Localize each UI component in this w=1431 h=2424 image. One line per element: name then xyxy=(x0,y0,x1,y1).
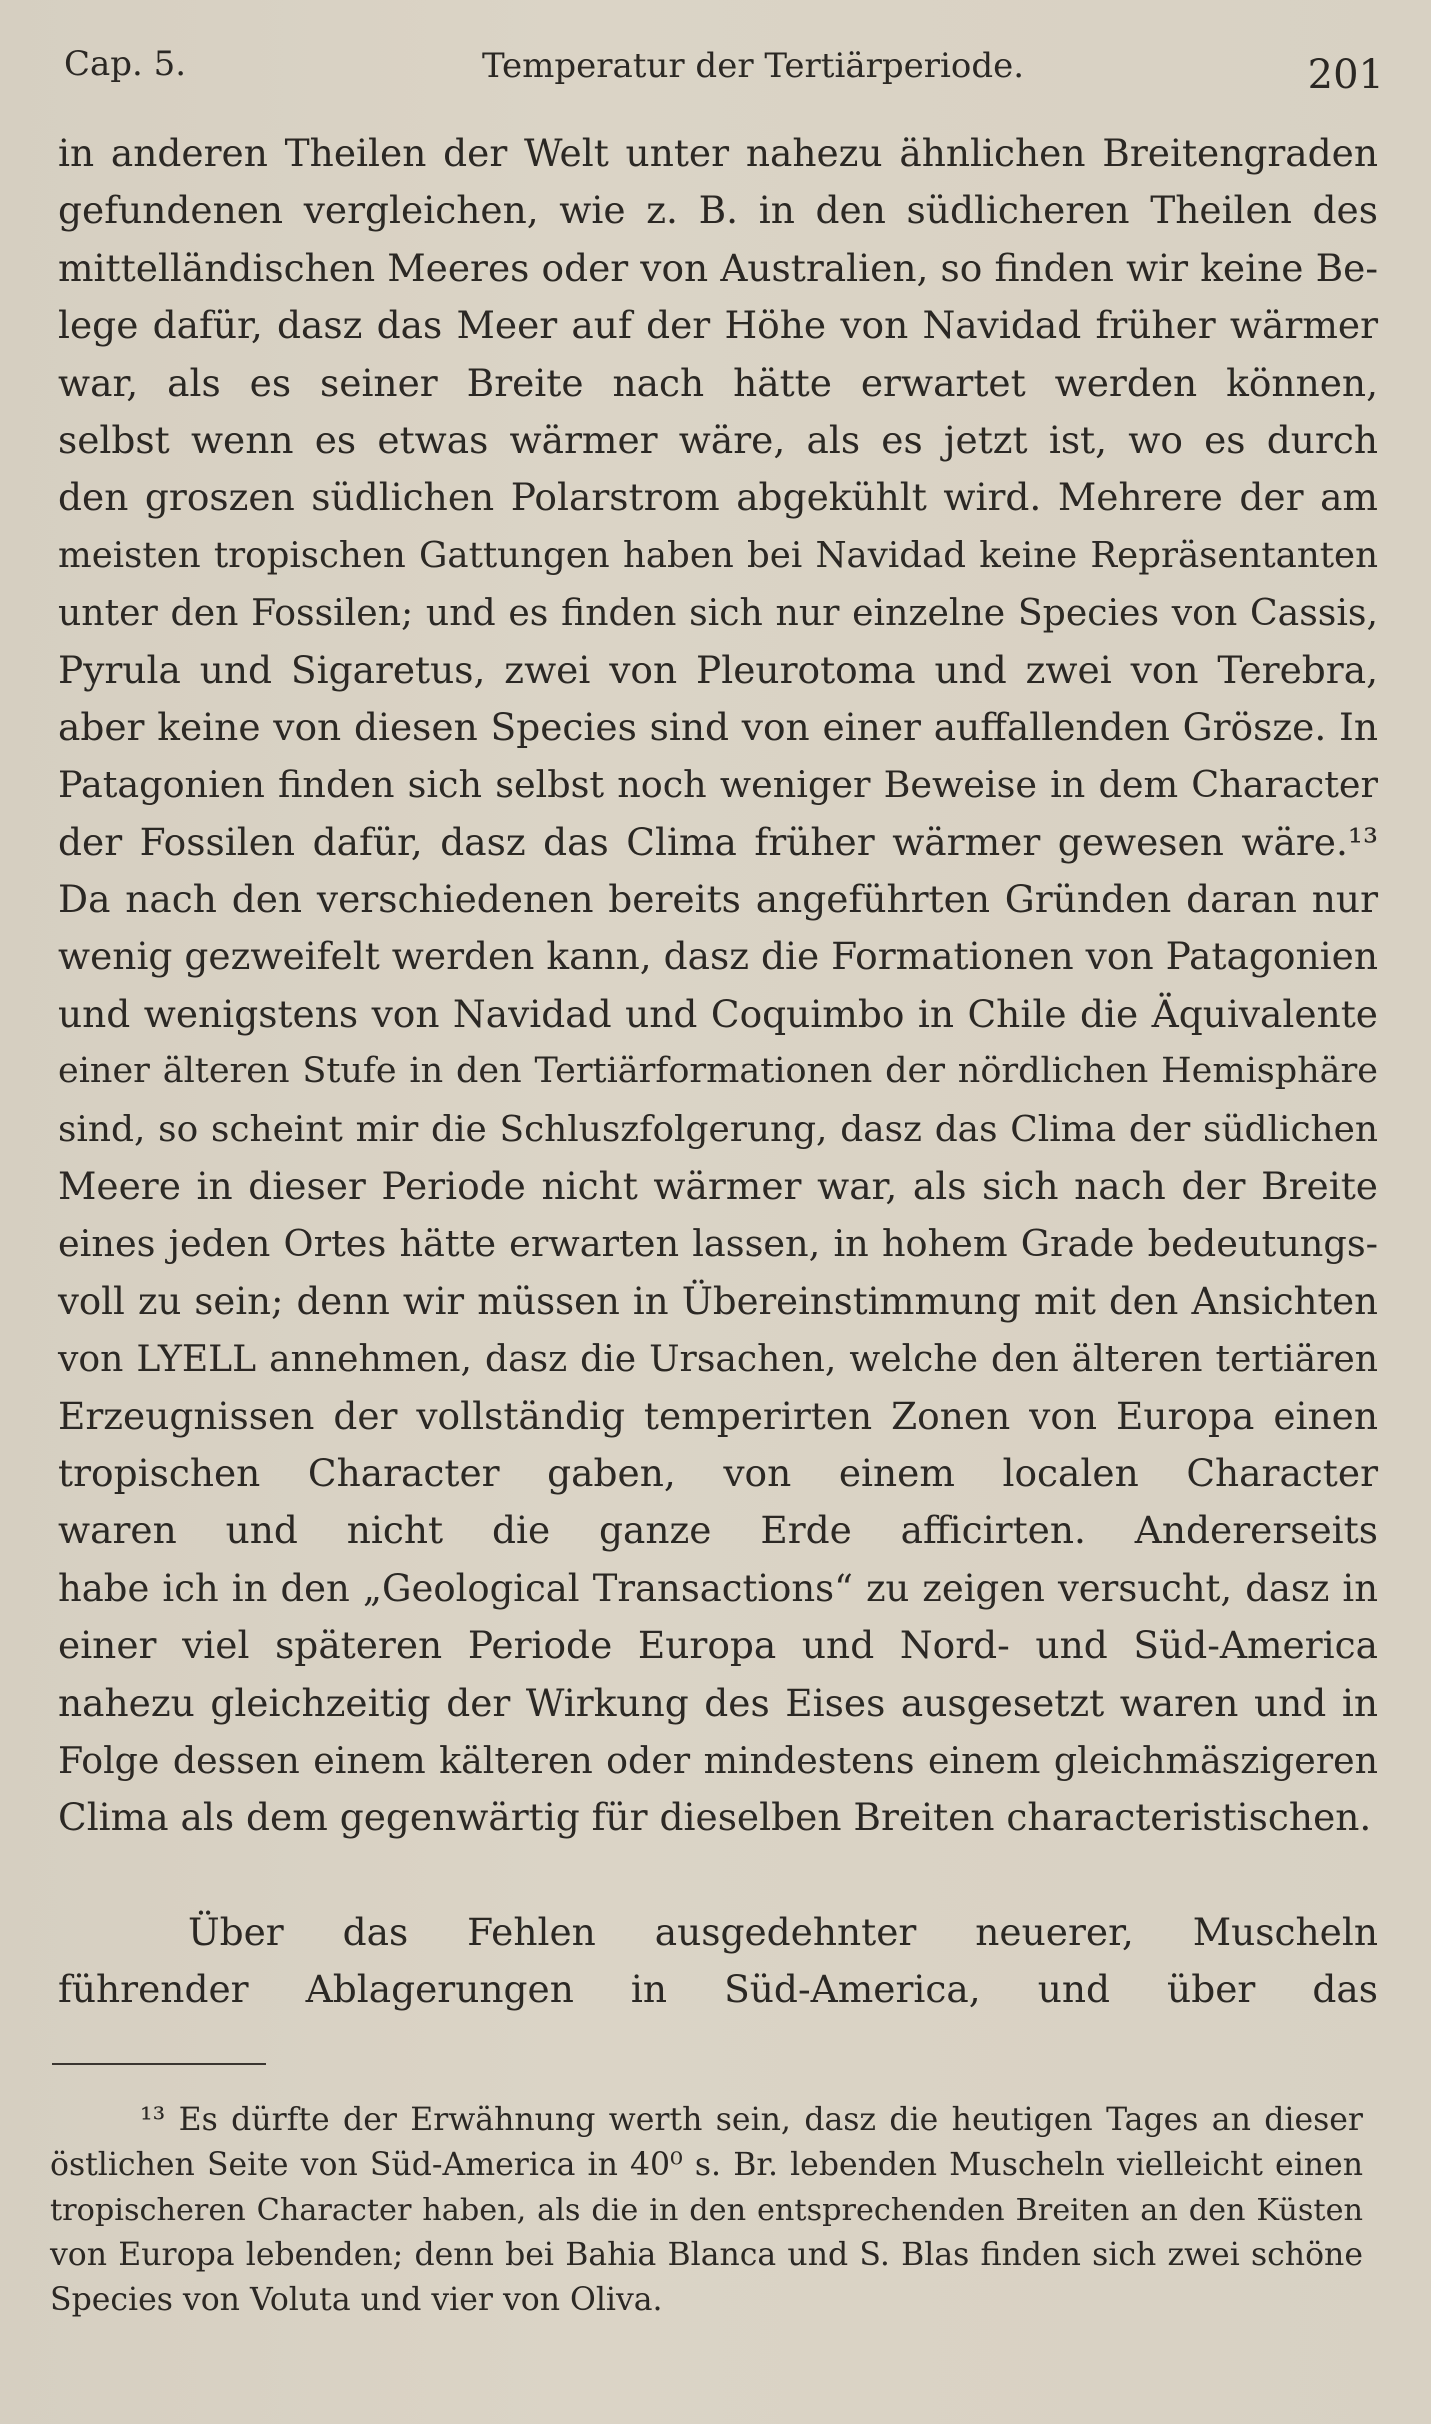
text-line: in anderen Theilen der Welt unter nahezu ähnlichen Breitengraden xyxy=(58,131,1378,175)
text-line: mittelländischen Meeres oder von Australien, so finden wir keine Be- xyxy=(58,245,1378,290)
text-line: Meere in dieser Periode nicht wärmer war, als sich nach der Breite xyxy=(58,1164,1378,1209)
chapter-label: Cap. 5. xyxy=(64,44,187,84)
text-line: habe ich in den „Geological Transactions“ zu zeigen versucht, dasz in xyxy=(58,1566,1378,1610)
running-header xyxy=(64,38,1384,98)
text-line: voll zu sein; denn wir müssen in Übereinstimmung mit den Ansichten xyxy=(58,1279,1378,1323)
section-heading-line: führender Ablagerungen in Süd-America, und über das xyxy=(58,1967,1378,2012)
text-line: Erzeugnissen der vollständig temperirten Zonen von Europa einen xyxy=(58,1393,1378,1438)
text-line: tropischen Character gaben, von einem localen Character xyxy=(58,1450,1378,1495)
footnote-line: Species von Voluta und vier von Oliva. xyxy=(50,2282,663,2318)
text-line: Patagonien finden sich selbst noch weniger Beweise in dem Character xyxy=(58,763,1378,807)
section-heading-line: Über das Fehlen ausgedehnter neuerer, Muscheln xyxy=(188,1909,1378,1954)
text-line: einer älteren Stufe in den Tertiärformationen der nördlichen Hemisphäre xyxy=(58,1051,1378,1092)
text-line: sind, so scheint mir die Schluszfolgerung, dasz das Clima der südlichen xyxy=(58,1108,1378,1150)
footnote-rule xyxy=(52,2063,266,2065)
footnote-line: ¹³ Es dürfte der Erwähnung werth sein, dasz die heutigen Tages an dieser xyxy=(140,2102,1363,2138)
text-line: unter den Fossilen; und es finden sich nur einzelne Species von Cassis, xyxy=(58,591,1378,635)
text-line: einer viel späteren Periode Europa und Nord- und Süd-America xyxy=(58,1623,1378,1668)
text-line: meisten tropischen Gattungen haben bei Navidad keine Repräsentanten xyxy=(58,534,1378,576)
text-line: aber keine von diesen Species sind von einer auffallenden Grösze. In xyxy=(58,704,1378,749)
text-line: lege dafür, dasz das Meer auf der Höhe von Navidad früher wärmer xyxy=(58,303,1378,348)
text-line: waren und nicht die ganze Erde afficirten. Andererseits xyxy=(58,1508,1378,1553)
running-title: Temperatur der Tertiärperiode. xyxy=(482,46,1025,86)
text-line: Folge dessen einem kälteren oder mindestens einem gleichmäszigeren xyxy=(58,1738,1378,1782)
text-line: von LYELL annehmen, dasz die Ursachen, welche den älteren tertiären xyxy=(58,1337,1378,1381)
footnote xyxy=(50,2098,1363,2323)
text-line: Da nach den verschiedenen bereits angeführten Gründen daran nur xyxy=(58,877,1378,922)
page-number: 201 xyxy=(1307,52,1384,98)
text-line: Clima als dem gegenwärtig für dieselben Breiten characteristischen. xyxy=(58,1795,1372,1840)
text-line: gefundenen vergleichen, wie z. B. in den südlicheren Theilen des xyxy=(58,188,1378,233)
text-line: den groszen südlichen Polarstrom abgekühlt wird. Mehrere der am xyxy=(58,475,1378,520)
text-line: der Fossilen dafür, dasz das Clima früher wärmer gewesen wäre.¹³ xyxy=(58,819,1378,864)
text-line: selbst wenn es etwas wärmer wäre, als es jetzt ist, wo es durch xyxy=(58,417,1378,462)
footnote-line: tropischeren Character haben, als die in den entsprechenden Breiten an den Küsten xyxy=(50,2193,1363,2228)
footnote-line: von Europa lebenden; denn bei Bahia Blanca und S. Blas finden sich zwei schöne xyxy=(50,2237,1363,2273)
text-line: wenig gezweifelt werden kann, dasz die Formationen von Patagonien xyxy=(58,934,1378,979)
main-text xyxy=(58,125,1378,2019)
text-line: und wenigstens von Navidad und Coquimbo in Chile die Äquivalente xyxy=(58,991,1378,1036)
text-line: war, als es seiner Breite nach hätte erwartet werden können, xyxy=(58,360,1378,405)
text-line: nahezu gleichzeitig der Wirkung des Eises ausgesetzt waren und in xyxy=(58,1680,1378,1725)
text-line: Pyrula und Sigaretus, zwei von Pleurotoma und zwei von Terebra, xyxy=(58,647,1378,692)
footnote-line: östlichen Seite von Süd-America in 40⁰ s. Br. lebenden Muscheln vielleicht einen xyxy=(50,2147,1363,2183)
text-line: eines jeden Ortes hätte erwarten lassen, in hohem Grade bedeutungs- xyxy=(58,1222,1378,1266)
